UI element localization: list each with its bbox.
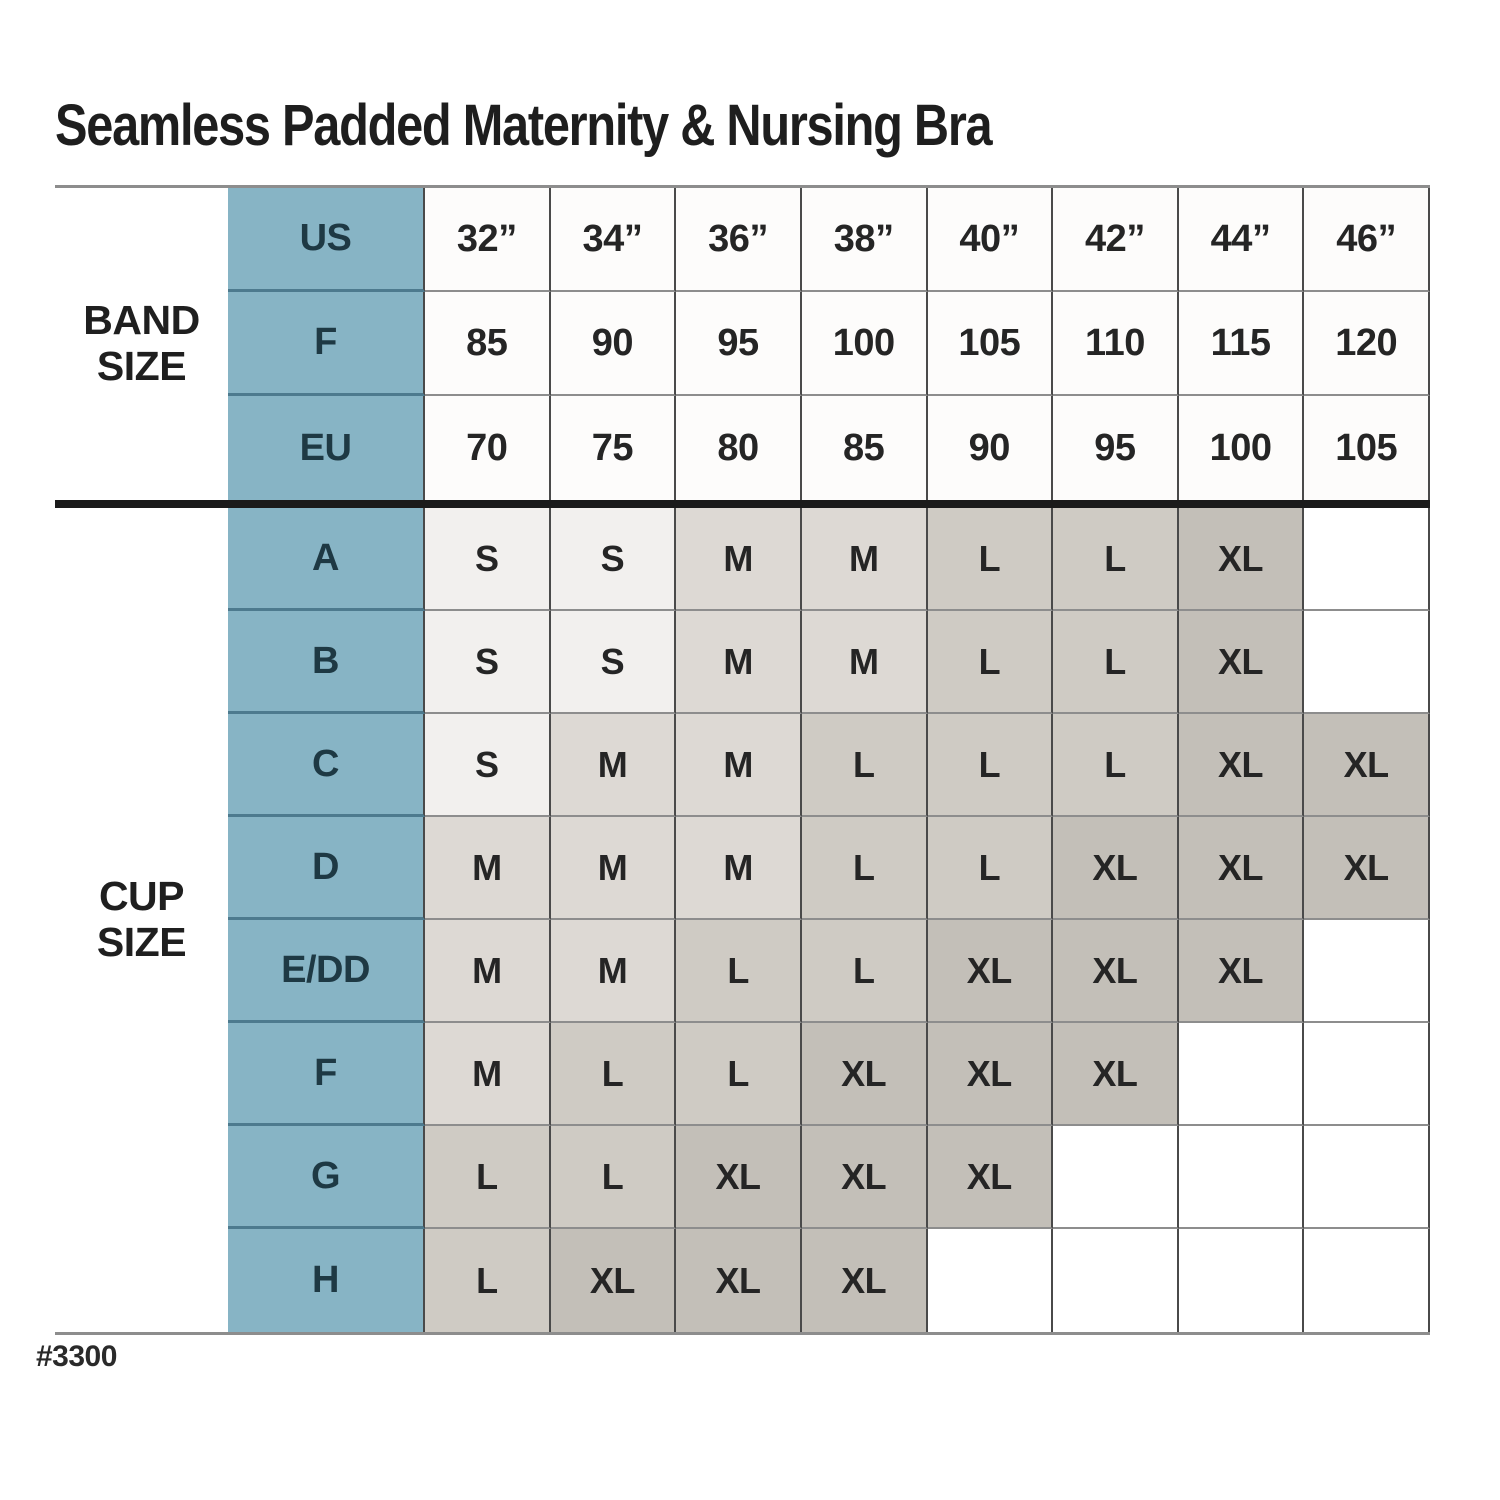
blank-cell [1304,920,1430,1023]
size-cell: L [928,611,1054,714]
blank-cell [1304,1126,1430,1229]
blank-cell [1304,508,1430,611]
blank-cell [1304,1229,1430,1332]
band-value-cell: 85 [425,292,551,396]
size-cell: M [425,920,551,1023]
blank-cell [1304,1023,1430,1126]
size-cell: XL [676,1229,802,1332]
band-row-header-F: F [228,292,425,396]
size-cell: L [676,1023,802,1126]
size-cell: M [802,508,928,611]
size-cell: XL [1179,817,1305,920]
cup-row-header-B: B [228,611,425,714]
band-value-cell: 90 [551,292,677,396]
size-cell: XL [802,1126,928,1229]
band-value-cell: 90 [928,396,1054,500]
band-value-cell: 85 [802,396,928,500]
size-cell: L [928,714,1054,817]
cup-row-header-F: F [228,1023,425,1126]
size-cell: XL [1179,920,1305,1023]
band-value-cell: 40” [928,188,1054,292]
size-cell: XL [676,1126,802,1229]
band-size-label [55,188,228,500]
band-size-label-line: BAND [83,297,200,344]
size-cell: L [802,920,928,1023]
band-value-cell: 32” [425,188,551,292]
band-value-cell: 95 [1053,396,1179,500]
cup-row-header-E-DD: E/DD [228,920,425,1023]
cup-row-header-A: A [228,508,425,611]
size-cell: M [676,611,802,714]
size-cell: L [928,508,1054,611]
band-value-cell: 34” [551,188,677,292]
band-value-cell: 120 [1304,292,1430,396]
cup-size-label-line: SIZE [96,919,187,965]
size-cell: L [928,817,1054,920]
size-cell: L [1053,508,1179,611]
size-cell: XL [802,1023,928,1126]
size-cell: L [802,714,928,817]
band-value-cell: 75 [551,396,677,500]
band-value-cell: 42” [1053,188,1179,292]
size-cell: L [551,1126,677,1229]
blank-cell [1053,1229,1179,1332]
size-cell: XL [1179,508,1305,611]
band-value-cell: 100 [802,292,928,396]
size-cell: M [551,817,677,920]
size-table [55,185,1430,1335]
band-value-cell: 95 [676,292,802,396]
band-value-cell: 110 [1053,292,1179,396]
size-cell: XL [1304,714,1430,817]
blank-cell [1304,611,1430,714]
band-value-cell: 38” [802,188,928,292]
size-cell: XL [928,1023,1054,1126]
cup-row-header-G: G [228,1126,425,1229]
size-cell: L [425,1126,551,1229]
size-cell: XL [928,920,1054,1023]
size-cell: S [425,611,551,714]
size-cell: S [425,508,551,611]
blank-cell [1179,1023,1305,1126]
size-cell: S [425,714,551,817]
band-value-cell: 44” [1179,188,1305,292]
size-cell: XL [1179,714,1305,817]
size-cell: XL [1053,1023,1179,1126]
blank-cell [928,1229,1054,1332]
band-value-cell: 105 [928,292,1054,396]
band-value-cell: 46” [1304,188,1430,292]
size-cell: XL [1304,817,1430,920]
band-row-header-US: US [228,188,425,292]
band-value-cell: 36” [676,188,802,292]
band-value-cell: 100 [1179,396,1305,500]
size-cell: XL [802,1229,928,1332]
cup-size-label [55,508,228,1332]
band-row-header-EU: EU [228,396,425,500]
band-value-cell: 105 [1304,396,1430,500]
page-title: Seamless Padded Maternity & Nursing Bra [55,93,992,158]
size-cell: S [551,508,677,611]
band-size-label-line: SIZE [96,343,187,389]
cup-row-header-D: D [228,817,425,920]
size-cell: L [1053,611,1179,714]
cup-row-header-C: C [228,714,425,817]
size-cell: L [551,1023,677,1126]
cup-row-header-H: H [228,1229,425,1332]
blank-cell [1179,1229,1305,1332]
size-cell: M [676,817,802,920]
size-cell: L [425,1229,551,1332]
sku-label: #3300 [36,1340,117,1373]
size-cell: M [425,1023,551,1126]
size-cell: M [802,611,928,714]
size-cell: XL [928,1126,1054,1229]
size-cell: XL [1179,611,1305,714]
blank-cell [1053,1126,1179,1229]
size-cell: M [676,508,802,611]
size-cell: M [551,714,677,817]
band-value-cell: 115 [1179,292,1305,396]
size-cell: XL [1053,817,1179,920]
size-cell: S [551,611,677,714]
size-cell: M [425,817,551,920]
size-cell: L [676,920,802,1023]
size-cell: L [802,817,928,920]
section-divider-line [55,500,1430,508]
size-cell: XL [1053,920,1179,1023]
cup-size-label-line: CUP [98,873,185,920]
size-cell: M [551,920,677,1023]
blank-cell [1179,1126,1305,1229]
size-cell: XL [551,1229,677,1332]
band-value-cell: 80 [676,396,802,500]
size-cell: M [676,714,802,817]
size-cell: L [1053,714,1179,817]
band-value-cell: 70 [425,396,551,500]
